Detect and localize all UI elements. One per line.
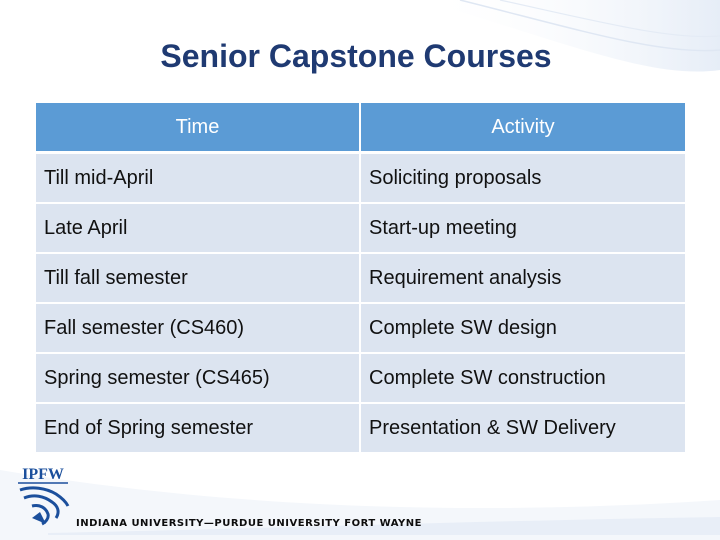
logo-wordmark: IPFW (22, 466, 64, 483)
university-name: INDIANA UNIVERSITY—PURDUE UNIVERSITY FORT WAYNE (76, 518, 422, 529)
activity-cell: Complete SW design (360, 303, 685, 353)
time-cell: Till mid-April (36, 153, 360, 204)
table-row (36, 403, 685, 453)
table-header-row (36, 103, 685, 153)
activity-cell: Complete SW construction (360, 353, 685, 403)
activity-cell: Presentation & SW Delivery (360, 403, 685, 453)
header-time: Time (36, 103, 360, 153)
time-cell: Late April (36, 203, 360, 253)
activity-cell: Start-up meeting (360, 203, 685, 253)
activity-cell: Requirement analysis (360, 253, 685, 303)
schedule-table (36, 103, 685, 454)
time-cell: Till fall semester (36, 253, 360, 303)
table-row (36, 353, 685, 403)
activity-cell: Soliciting proposals (360, 153, 685, 204)
time-cell: Spring semester (CS465) (36, 353, 360, 403)
time-cell: Fall semester (CS460) (36, 303, 360, 353)
time-cell: End of Spring semester (36, 403, 360, 453)
table-row (36, 253, 685, 303)
table-row (36, 303, 685, 353)
table-row (36, 203, 685, 253)
header-activity: Activity (360, 103, 685, 153)
table-row (36, 153, 685, 204)
slide-title: Senior Capstone Courses (160, 38, 552, 74)
